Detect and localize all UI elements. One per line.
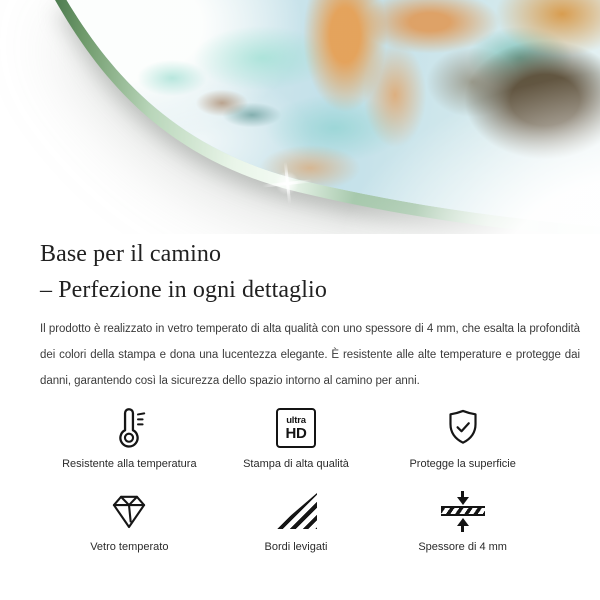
title-line-1: Base per il camino — [40, 241, 222, 267]
feature-print-quality — [213, 406, 380, 470]
feature-tempered-glass — [46, 489, 213, 553]
feature-label: Spessore di 4 mm — [418, 541, 507, 553]
ultra-hd-badge-top-text: ultra — [286, 414, 306, 426]
feature-label: Stampa di alta qualità — [243, 458, 349, 470]
feature-thickness — [379, 489, 546, 553]
arrow-down-head — [457, 497, 469, 505]
thickness-pictogram — [441, 491, 485, 532]
ultra-hd-badge — [276, 408, 316, 448]
thickness-4mm-icon — [441, 489, 485, 533]
arrow-up-stem — [461, 526, 465, 532]
product-content — [0, 236, 600, 553]
ultra-hd-badge-bottom-text: HD — [285, 424, 307, 442]
shield-check-icon — [442, 406, 484, 450]
feature-label: Protegge la superficie — [409, 458, 516, 470]
feature-label: Bordi levigati — [264, 541, 328, 553]
feature-label: Vetro temperato — [90, 541, 169, 553]
feature-surface-protection — [379, 406, 546, 470]
feature-label: Resistente alla temperatura — [62, 458, 197, 470]
thermometer-icon — [107, 406, 151, 450]
diamond-icon — [107, 489, 151, 533]
glass-panel — [0, 0, 600, 234]
page-title — [40, 236, 560, 308]
marble-ink-art — [0, 0, 600, 234]
glass-bar — [441, 506, 485, 516]
product-description: Il prodotto è realizzato in vetro temperato di alta qualità con uno spessore di 4 mm, che esalta la profondità dei colori della stampa e dona una lucentezza elegante. È resistente alle alte temperature e protegge dai danni, garantendo così la sicurezza dello spazio intorno al camino per anni. — [40, 323, 580, 387]
polished-edges-icon — [275, 489, 317, 533]
feature-grid — [40, 406, 560, 553]
product-hero-image — [0, 0, 600, 234]
title-line-2: – Perfezione in ogni dettaglio — [40, 277, 327, 303]
feature-polished-edges — [213, 489, 380, 553]
arrow-up-head — [457, 518, 469, 526]
feature-temperature-resistant — [46, 406, 213, 470]
striped-triangle — [275, 493, 317, 529]
ultra-hd-icon — [276, 406, 316, 450]
